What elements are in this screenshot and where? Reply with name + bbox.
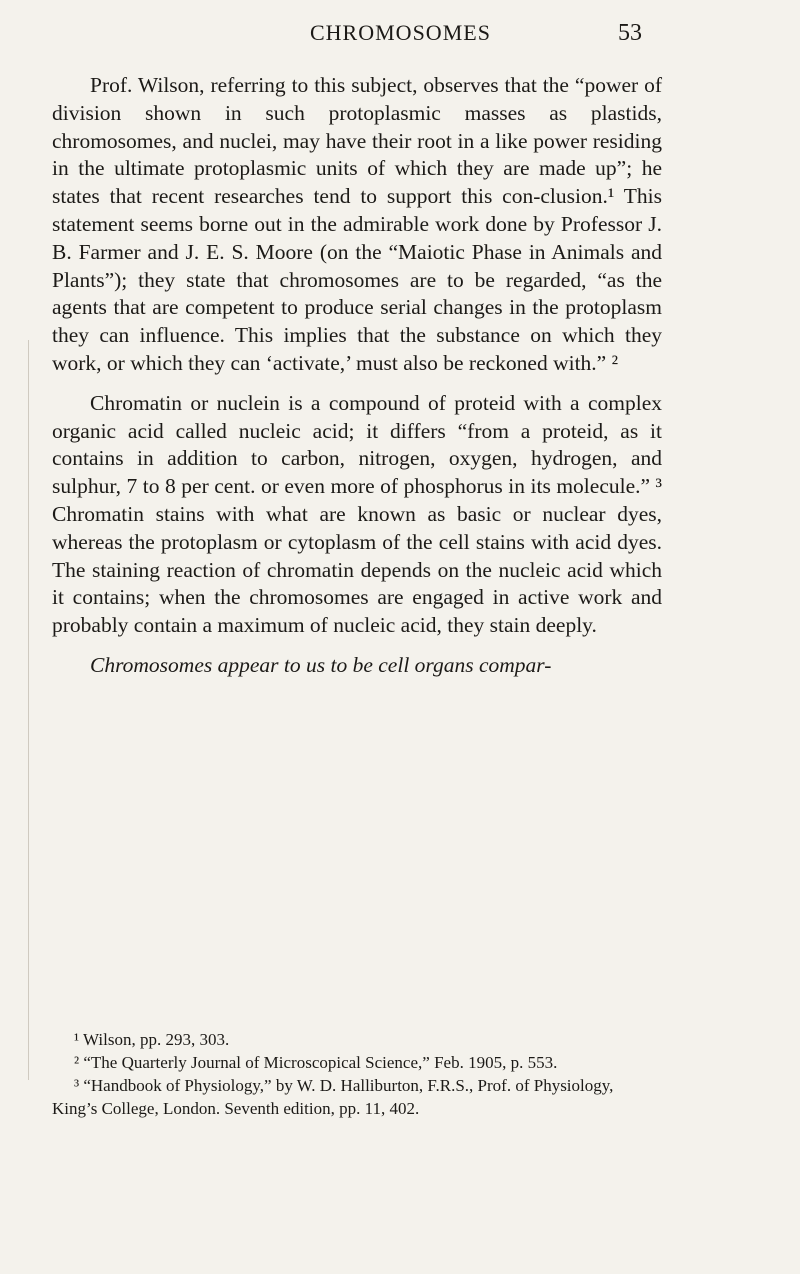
- footnotes: [52, 1028, 662, 1120]
- footnote-2: ² “The Quarterly Journal of Microscopical Science,” Feb. 1905, p. 553.: [74, 1053, 558, 1072]
- footnote-1: ¹ Wilson, pp. 293, 303.: [74, 1030, 230, 1049]
- footnote-3: ³ “Handbook of Physiology,” by W. D. Halliburton, F.R.S., Prof. of Physiology, King’s College, London. Seventh edition, pp. 11, 402.: [52, 1076, 614, 1118]
- running-head: [0, 20, 800, 60]
- running-title: CHROMOSOMES: [310, 20, 491, 45]
- binding-shadow: [28, 340, 29, 1080]
- paragraph-chromatin: Chromatin or nuclein is a compound of proteid with a complex organic acid called nucleic acid; it differs “from a proteid, as it contains in addition to carbon, nitrogen, oxygen, hydrogen, and sulphur, 7 to 8 per cent. or even more of phosphorus in its molecule.” ³ Chromatin stains with what are known as basic or nuclear dyes, whereas the protoplasm or cytoplasm of the cell stains with acid dyes. The staining reaction of chromatin depends on the nucleic acid which it contains; when the chromosomes are engaged in active work and probably contain a maximum of nucleic acid, they stain deeply.: [52, 390, 662, 638]
- closing-line-text: Chromosomes appear to us to be cell organs compar-: [90, 652, 552, 677]
- paragraph-wilson: Prof. Wilson, referring to this subject, observes that the “power of division shown in such protoplasmic masses as plastids, chromosomes, and nuclei, may have their root in a like power residing in the ultimate protoplasmic units of which they are made up”; he states that recent researches tend to support this con-clusion.¹ This statement seems borne out in the admirable work done by Professor J. B. Farmer and J. E. S. Moore (on the “Maiotic Phase in Animals and Plants”); they state that chromosomes are to be regarded, “as the agents that are competent to produce serial changes in the protoplasm they can influence. This implies that the substance on which they work, or which they can ‘activate,’ must also be reckoned with.” ²: [52, 73, 662, 375]
- body-text: [52, 72, 662, 701]
- paragraph-chromosomes-start: [52, 652, 662, 680]
- page-number: 53: [618, 20, 642, 46]
